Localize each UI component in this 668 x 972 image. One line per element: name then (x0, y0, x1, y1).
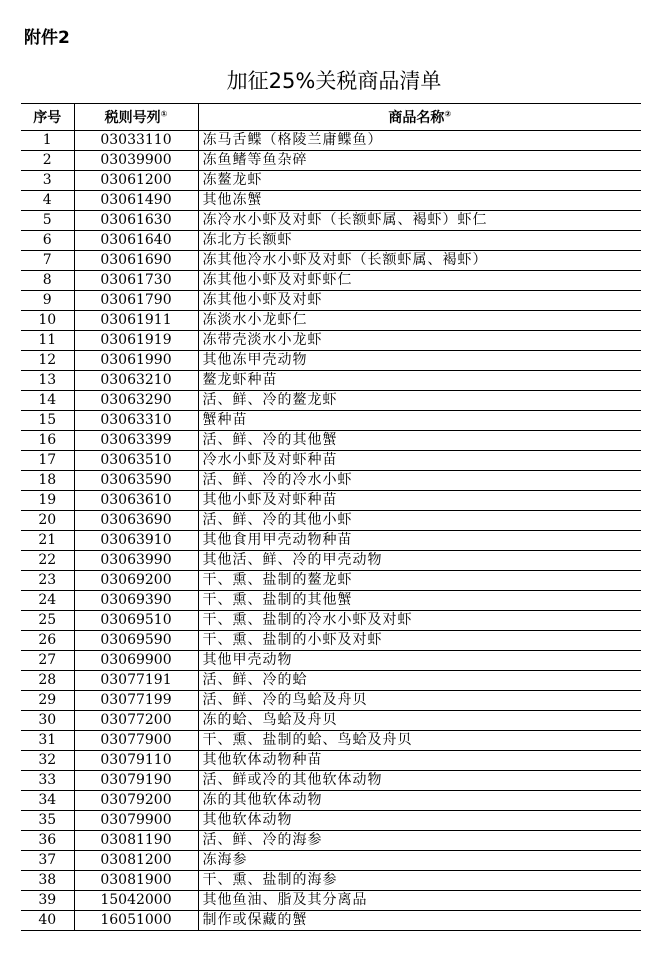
seq-cell: 38 (21, 871, 74, 891)
table-row (21, 831, 641, 851)
name-cell: 其他冻甲壳动物 (198, 351, 641, 371)
table-row (21, 191, 641, 211)
seq-cell: 30 (21, 711, 74, 731)
table-row (21, 471, 641, 491)
table-row (21, 751, 641, 771)
header-name-label: 商品名称 (388, 110, 445, 126)
code-cell: 03061630 (74, 211, 198, 231)
table-row (21, 171, 641, 191)
name-cell: 干、熏、盐制的冷水小虾及对虾 (198, 611, 641, 631)
code-cell: 03063210 (74, 371, 198, 391)
table-row (21, 211, 641, 231)
name-cell: 鳌龙虾种苗 (198, 371, 641, 391)
seq-cell: 10 (21, 311, 74, 331)
code-cell: 03061490 (74, 191, 198, 211)
table-row (21, 791, 641, 811)
code-cell: 03063990 (74, 551, 198, 571)
seq-cell: 27 (21, 651, 74, 671)
name-cell: 冷水小虾及对虾种苗 (198, 451, 641, 471)
table-row (21, 371, 641, 391)
seq-cell: 18 (21, 471, 74, 491)
table-row (21, 691, 641, 711)
name-cell: 冻的其他软体动物 (198, 791, 641, 811)
table-row (21, 891, 641, 911)
table-row (21, 551, 641, 571)
table-row (21, 591, 641, 611)
seq-cell: 11 (21, 331, 74, 351)
table-row (21, 391, 641, 411)
code-cell: 03079900 (74, 811, 198, 831)
table-row (21, 351, 641, 371)
header-seq-label: 序号 (33, 110, 62, 126)
name-cell: 冻北方长额虾 (198, 231, 641, 251)
code-cell: 03061990 (74, 351, 198, 371)
seq-cell: 13 (21, 371, 74, 391)
code-cell: 03077900 (74, 731, 198, 751)
seq-cell: 9 (21, 291, 74, 311)
table-row (21, 531, 641, 551)
code-cell: 03061790 (74, 291, 198, 311)
table-row (21, 771, 641, 791)
header-name (198, 104, 641, 131)
code-cell: 03039900 (74, 151, 198, 171)
seq-cell: 1 (21, 131, 74, 151)
seq-cell: 36 (21, 831, 74, 851)
name-cell: 干、熏、盐制的小虾及对虾 (198, 631, 641, 651)
seq-cell: 25 (21, 611, 74, 631)
table-row (21, 571, 641, 591)
code-cell: 03061200 (74, 171, 198, 191)
name-cell: 冻其他小虾及对虾虾仁 (198, 271, 641, 291)
name-cell: 冻带壳淡水小龙虾 (198, 331, 641, 351)
code-cell: 03063910 (74, 531, 198, 551)
name-cell: 活、鲜、冷的其他蟹 (198, 431, 641, 451)
name-cell: 活、鲜或冷的其他软体动物 (198, 771, 641, 791)
code-cell: 03081900 (74, 871, 198, 891)
table-row (21, 851, 641, 871)
seq-cell: 8 (21, 271, 74, 291)
code-cell: 03063510 (74, 451, 198, 471)
table-row (21, 451, 641, 471)
seq-cell: 29 (21, 691, 74, 711)
code-cell: 15042000 (74, 891, 198, 911)
name-cell: 冻淡水小龙虾仁 (198, 311, 641, 331)
code-cell: 03069590 (74, 631, 198, 651)
seq-cell: 31 (21, 731, 74, 751)
code-cell: 03063690 (74, 511, 198, 531)
seq-cell: 6 (21, 231, 74, 251)
name-cell: 冻的蛤、鸟蛤及舟贝 (198, 711, 641, 731)
table-row (21, 651, 641, 671)
name-cell: 其他活、鲜、冷的甲壳动物 (198, 551, 641, 571)
seq-cell: 17 (21, 451, 74, 471)
name-cell: 活、鲜、冷的鸟蛤及舟贝 (198, 691, 641, 711)
name-cell: 蟹种苗 (198, 411, 641, 431)
seq-cell: 12 (21, 351, 74, 371)
table-body (21, 131, 641, 931)
table-row (21, 871, 641, 891)
name-cell: 干、熏、盐制的其他蟹 (198, 591, 641, 611)
seq-cell: 32 (21, 751, 74, 771)
seq-cell: 5 (21, 211, 74, 231)
name-cell: 其他鱼油、脂及其分离品 (198, 891, 641, 911)
page-title: 加征25%关税商品清单 (226, 69, 442, 93)
code-cell: 03081200 (74, 851, 198, 871)
seq-cell: 16 (21, 431, 74, 451)
table-row (21, 671, 641, 691)
table-row (21, 151, 641, 171)
name-cell: 干、熏、盐制的蛤、鸟蛤及舟贝 (198, 731, 641, 751)
table-row (21, 711, 641, 731)
name-cell: 活、鲜、冷的鳌龙虾 (198, 391, 641, 411)
seq-cell: 37 (21, 851, 74, 871)
seq-cell: 23 (21, 571, 74, 591)
table-row (21, 411, 641, 431)
table-row (21, 611, 641, 631)
table-row (21, 911, 641, 931)
table-row (21, 251, 641, 271)
code-cell: 16051000 (74, 911, 198, 931)
name-cell: 活、鲜、冷的冷水小虾 (198, 471, 641, 491)
seq-cell: 22 (21, 551, 74, 571)
name-cell: 其他食用甲壳动物种苗 (198, 531, 641, 551)
seq-cell: 26 (21, 631, 74, 651)
code-cell: 03061690 (74, 251, 198, 271)
name-cell: 冻其他冷水小虾及对虾（长额虾属、褐虾） (198, 251, 641, 271)
name-cell: 其他小虾及对虾种苗 (198, 491, 641, 511)
name-cell: 冻其他小虾及对虾 (198, 291, 641, 311)
name-cell: 其他甲壳动物 (198, 651, 641, 671)
table-row (21, 511, 641, 531)
seq-cell: 14 (21, 391, 74, 411)
code-cell: 03063310 (74, 411, 198, 431)
table-row (21, 331, 641, 351)
name-cell: 冻鳌龙虾 (198, 171, 641, 191)
seq-cell: 33 (21, 771, 74, 791)
name-cell: 干、熏、盐制的海参 (198, 871, 641, 891)
code-cell: 03063590 (74, 471, 198, 491)
name-cell: 活、鲜、冷的海参 (198, 831, 641, 851)
header-code-label: 税则号列 (104, 110, 161, 126)
table-row (21, 811, 641, 831)
name-cell: 冻海参 (198, 851, 641, 871)
code-cell: 03063290 (74, 391, 198, 411)
footnote-marker-1: ① (160, 109, 168, 119)
table-row (21, 431, 641, 451)
code-cell: 03061730 (74, 271, 198, 291)
code-cell: 03079110 (74, 751, 198, 771)
seq-cell: 39 (21, 891, 74, 911)
name-cell: 其他软体动物 (198, 811, 641, 831)
seq-cell: 24 (21, 591, 74, 611)
seq-cell: 20 (21, 511, 74, 531)
table-row (21, 311, 641, 331)
seq-cell: 2 (21, 151, 74, 171)
table-row (21, 231, 641, 251)
table-row (21, 631, 641, 651)
table-row (21, 491, 641, 511)
code-cell: 03069200 (74, 571, 198, 591)
seq-cell: 4 (21, 191, 74, 211)
name-cell: 其他冻蟹 (198, 191, 641, 211)
code-cell: 03061640 (74, 231, 198, 251)
name-cell: 冻冷水小虾及对虾（长额虾属、褐虾）虾仁 (198, 211, 641, 231)
footnote-marker-2: ② (444, 109, 452, 119)
code-cell: 03063610 (74, 491, 198, 511)
code-cell: 03033110 (74, 131, 198, 151)
tariff-goods-table (21, 103, 641, 931)
seq-cell: 35 (21, 811, 74, 831)
code-cell: 03069900 (74, 651, 198, 671)
code-cell: 03069510 (74, 611, 198, 631)
name-cell: 其他软体动物种苗 (198, 751, 641, 771)
code-cell: 03081190 (74, 831, 198, 851)
name-cell: 干、熏、盐制的鳌龙虾 (198, 571, 641, 591)
table-header-row (21, 104, 641, 131)
code-cell: 03077191 (74, 671, 198, 691)
name-cell: 活、鲜、冷的蛤 (198, 671, 641, 691)
name-cell: 活、鲜、冷的其他小虾 (198, 511, 641, 531)
name-cell: 制作或保藏的蟹 (198, 911, 641, 931)
code-cell: 03069390 (74, 591, 198, 611)
seq-cell: 19 (21, 491, 74, 511)
code-cell: 03061919 (74, 331, 198, 351)
code-cell: 03077199 (74, 691, 198, 711)
seq-cell: 7 (21, 251, 74, 271)
table-row (21, 731, 641, 751)
seq-cell: 40 (21, 911, 74, 931)
code-cell: 03079190 (74, 771, 198, 791)
header-code (74, 104, 198, 131)
seq-cell: 28 (21, 671, 74, 691)
attachment-label: 附件2 (24, 28, 70, 48)
table-row (21, 291, 641, 311)
seq-cell: 3 (21, 171, 74, 191)
table-row (21, 271, 641, 291)
header-seq (21, 104, 74, 131)
table-row (21, 131, 641, 151)
name-cell: 冻马舌鲽（格陵兰庸鲽鱼） (198, 131, 641, 151)
seq-cell: 21 (21, 531, 74, 551)
code-cell: 03077200 (74, 711, 198, 731)
seq-cell: 34 (21, 791, 74, 811)
code-cell: 03079200 (74, 791, 198, 811)
code-cell: 03061911 (74, 311, 198, 331)
code-cell: 03063399 (74, 431, 198, 451)
seq-cell: 15 (21, 411, 74, 431)
name-cell: 冻鱼鳍等鱼杂碎 (198, 151, 641, 171)
